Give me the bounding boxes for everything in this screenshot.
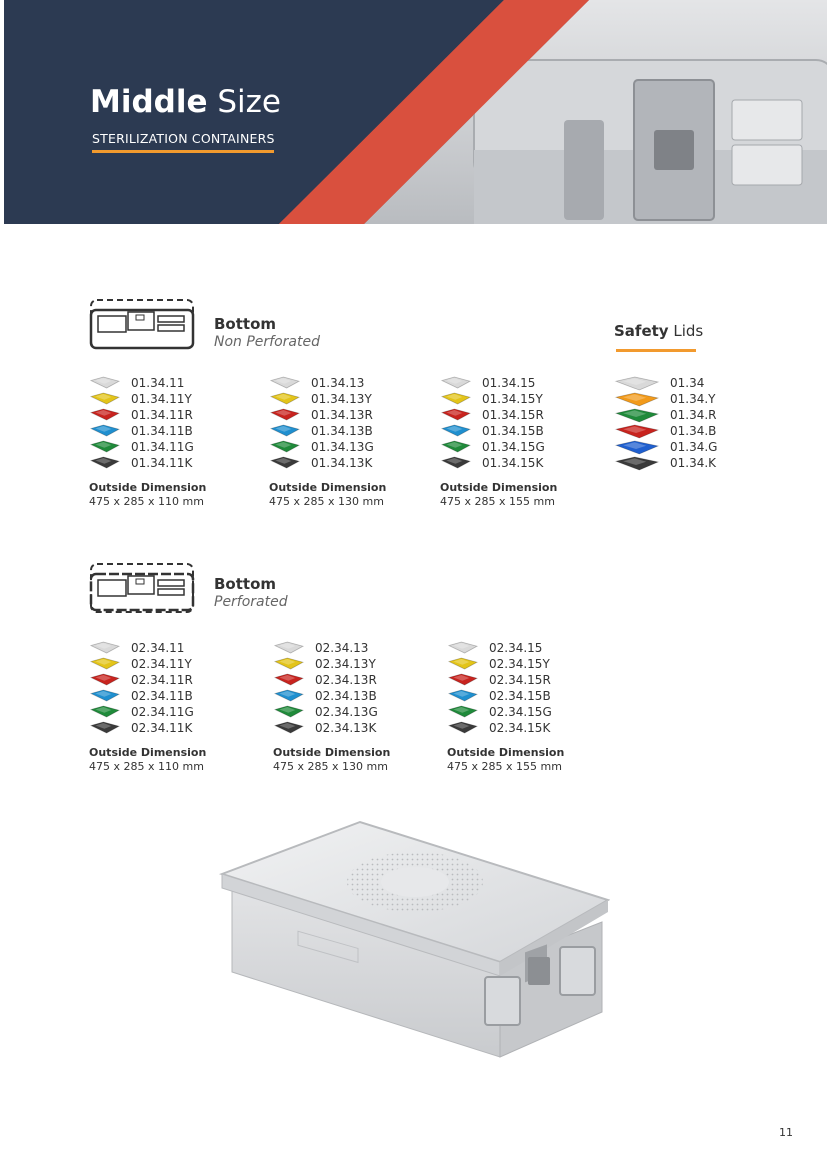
tray-swatch-icon bbox=[440, 440, 472, 453]
product-code: 02.34.11Y bbox=[131, 657, 192, 671]
product-item bbox=[89, 640, 206, 656]
non-perforated-subtitle: Non Perforated bbox=[214, 334, 320, 350]
header-banner bbox=[4, 0, 827, 224]
product-code: 01.34.13 bbox=[311, 376, 365, 390]
product-item bbox=[440, 455, 557, 471]
tray-swatch-icon bbox=[447, 721, 479, 734]
product-item bbox=[89, 672, 206, 688]
product-code: 02.34.11 bbox=[131, 641, 185, 655]
tray-swatch-icon bbox=[89, 657, 121, 670]
tray-swatch-icon bbox=[89, 689, 121, 702]
product-column bbox=[447, 640, 564, 773]
product-item bbox=[89, 407, 206, 423]
product-code: 02.34.15K bbox=[489, 721, 551, 735]
product-item bbox=[89, 375, 206, 391]
product-item bbox=[269, 439, 386, 455]
product-item bbox=[89, 455, 206, 471]
tray-swatch-icon bbox=[89, 376, 121, 389]
tray-swatch-icon bbox=[273, 721, 305, 734]
product-item bbox=[273, 688, 390, 704]
tray-swatch-icon bbox=[89, 673, 121, 686]
product-item bbox=[89, 720, 206, 736]
product-column bbox=[273, 640, 390, 773]
dimension-label: Outside Dimension bbox=[447, 746, 565, 759]
container-product-image bbox=[210, 812, 610, 1072]
product-code: 01.34.13K bbox=[311, 456, 373, 470]
tray-swatch-icon bbox=[614, 440, 660, 455]
product-item bbox=[447, 688, 564, 704]
tray-swatch-icon bbox=[614, 456, 660, 471]
product-code: 02.34.13R bbox=[315, 673, 377, 687]
product-code: 02.34.13 bbox=[315, 641, 369, 655]
product-item bbox=[89, 439, 206, 455]
product-item bbox=[89, 656, 206, 672]
tray-swatch-icon bbox=[447, 657, 479, 670]
tray-swatch-icon bbox=[614, 424, 660, 439]
tray-swatch-icon bbox=[440, 392, 472, 405]
product-code: 02.34.13B bbox=[315, 689, 377, 703]
tray-swatch-icon bbox=[440, 376, 472, 389]
product-code: 01.34.15K bbox=[482, 456, 544, 470]
perforated-title: Bottom bbox=[214, 575, 277, 593]
safety-lids-underline bbox=[616, 349, 696, 352]
dimension-value: 475 x 285 x 155 mm bbox=[447, 760, 562, 773]
tray-swatch-icon bbox=[89, 641, 121, 654]
dimension-label: Outside Dimension bbox=[89, 481, 207, 494]
product-item bbox=[440, 423, 557, 439]
product-column bbox=[440, 375, 557, 508]
product-column bbox=[89, 640, 206, 773]
product-item bbox=[89, 704, 206, 720]
product-code: 01.34.13G bbox=[311, 440, 374, 454]
product-column bbox=[89, 375, 206, 508]
dimension-label: Outside Dimension bbox=[89, 746, 207, 759]
product-code: 01.34.15B bbox=[482, 424, 544, 438]
tray-swatch-icon bbox=[447, 705, 479, 718]
product-code: 02.34.15Y bbox=[489, 657, 550, 671]
product-item bbox=[273, 720, 390, 736]
product-item bbox=[440, 391, 557, 407]
tray-swatch-icon bbox=[273, 641, 305, 654]
tray-swatch-icon bbox=[89, 392, 121, 405]
product-code: 01.34.13R bbox=[311, 408, 373, 422]
tray-swatch-icon bbox=[440, 424, 472, 437]
lid-code: 01.34.R bbox=[670, 408, 717, 422]
tray-swatch-icon bbox=[269, 408, 301, 421]
tray-swatch-icon bbox=[447, 641, 479, 654]
tray-swatch-icon bbox=[447, 673, 479, 686]
product-item bbox=[89, 391, 206, 407]
product-code: 02.34.15G bbox=[489, 705, 552, 719]
product-item bbox=[447, 672, 564, 688]
tray-swatch-icon bbox=[440, 408, 472, 421]
tray-swatch-icon bbox=[89, 440, 121, 453]
lid-code: 01.34.G bbox=[670, 440, 718, 454]
product-item bbox=[447, 656, 564, 672]
dimension-value: 475 x 285 x 130 mm bbox=[273, 760, 388, 773]
tray-swatch-icon bbox=[269, 376, 301, 389]
dimension-value: 475 x 285 x 110 mm bbox=[89, 495, 204, 508]
product-item bbox=[273, 640, 390, 656]
product-code: 02.34.15R bbox=[489, 673, 551, 687]
product-code: 02.34.11G bbox=[131, 705, 194, 719]
product-item bbox=[273, 704, 390, 720]
product-code: 01.34.15 bbox=[482, 376, 536, 390]
product-item bbox=[447, 704, 564, 720]
product-code: 02.34.15B bbox=[489, 689, 551, 703]
product-item bbox=[440, 375, 557, 391]
dimension-label: Outside Dimension bbox=[273, 746, 391, 759]
product-code: 01.34.11R bbox=[131, 408, 193, 422]
product-item bbox=[273, 656, 390, 672]
product-code: 02.34.13K bbox=[315, 721, 377, 735]
product-code: 01.34.11 bbox=[131, 376, 185, 390]
tray-swatch-icon bbox=[273, 657, 305, 670]
dimension-value: 475 x 285 x 130 mm bbox=[269, 495, 384, 508]
product-item bbox=[447, 720, 564, 736]
product-code: 01.34.11B bbox=[131, 424, 193, 438]
title-underline bbox=[92, 150, 274, 153]
tray-swatch-icon bbox=[273, 673, 305, 686]
product-item bbox=[447, 640, 564, 656]
product-code: 02.34.11K bbox=[131, 721, 193, 735]
product-column bbox=[269, 375, 386, 508]
product-code: 02.34.13G bbox=[315, 705, 378, 719]
tray-swatch-icon bbox=[273, 689, 305, 702]
page-title: Middle Size bbox=[90, 84, 282, 120]
dimension-value: 475 x 285 x 110 mm bbox=[89, 760, 204, 773]
product-code: 02.34.13Y bbox=[315, 657, 376, 671]
product-code: 01.34.11G bbox=[131, 440, 194, 454]
tray-swatch-icon bbox=[89, 721, 121, 734]
tray-swatch-icon bbox=[447, 689, 479, 702]
non-perforated-container-icon bbox=[88, 296, 196, 352]
tray-swatch-icon bbox=[269, 424, 301, 437]
product-item bbox=[269, 455, 386, 471]
safety-lids-title: Safety Lids bbox=[614, 322, 704, 340]
lid-code: 01.34.B bbox=[670, 424, 717, 438]
product-item bbox=[269, 391, 386, 407]
product-item bbox=[440, 407, 557, 423]
product-code: 01.34.13B bbox=[311, 424, 373, 438]
tray-swatch-icon bbox=[614, 408, 660, 423]
page-subtitle: STERILIZATION CONTAINERS bbox=[92, 131, 275, 146]
lid-code: 01.34.Y bbox=[670, 392, 716, 406]
tray-swatch-icon bbox=[89, 705, 121, 718]
tray-swatch-icon bbox=[89, 424, 121, 437]
product-item bbox=[273, 672, 390, 688]
tray-swatch-icon bbox=[269, 456, 301, 469]
product-item bbox=[269, 423, 386, 439]
lid-code: 01.34.K bbox=[670, 456, 717, 470]
product-code: 01.34.13Y bbox=[311, 392, 372, 406]
dimension-label: Outside Dimension bbox=[269, 481, 387, 494]
product-item bbox=[89, 423, 206, 439]
perforated-subtitle: Perforated bbox=[214, 594, 288, 610]
tray-swatch-icon bbox=[89, 456, 121, 469]
tray-swatch-icon bbox=[614, 392, 660, 407]
dimension-value: 475 x 285 x 155 mm bbox=[440, 495, 555, 508]
tray-swatch-icon bbox=[273, 705, 305, 718]
product-item bbox=[440, 439, 557, 455]
tray-swatch-icon bbox=[269, 440, 301, 453]
tray-swatch-icon bbox=[89, 408, 121, 421]
product-item bbox=[269, 407, 386, 423]
product-code: 02.34.11R bbox=[131, 673, 193, 687]
product-code: 01.34.15G bbox=[482, 440, 545, 454]
product-code: 01.34.15R bbox=[482, 408, 544, 422]
tray-swatch-icon bbox=[440, 456, 472, 469]
perforated-container-icon bbox=[88, 560, 196, 616]
non-perforated-title: Bottom bbox=[214, 315, 277, 333]
product-code: 01.34.11Y bbox=[131, 392, 192, 406]
product-code: 02.34.11B bbox=[131, 689, 193, 703]
product-code: 01.34.15Y bbox=[482, 392, 543, 406]
product-code: 01.34.11K bbox=[131, 456, 193, 470]
page-number: 11 bbox=[779, 1126, 793, 1139]
product-code: 02.34.15 bbox=[489, 641, 543, 655]
product-item bbox=[269, 375, 386, 391]
tray-swatch-icon bbox=[269, 392, 301, 405]
dimension-label: Outside Dimension bbox=[440, 481, 558, 494]
product-item bbox=[89, 688, 206, 704]
tray-swatch-icon bbox=[614, 376, 660, 391]
lid-code: 01.34 bbox=[670, 376, 705, 390]
